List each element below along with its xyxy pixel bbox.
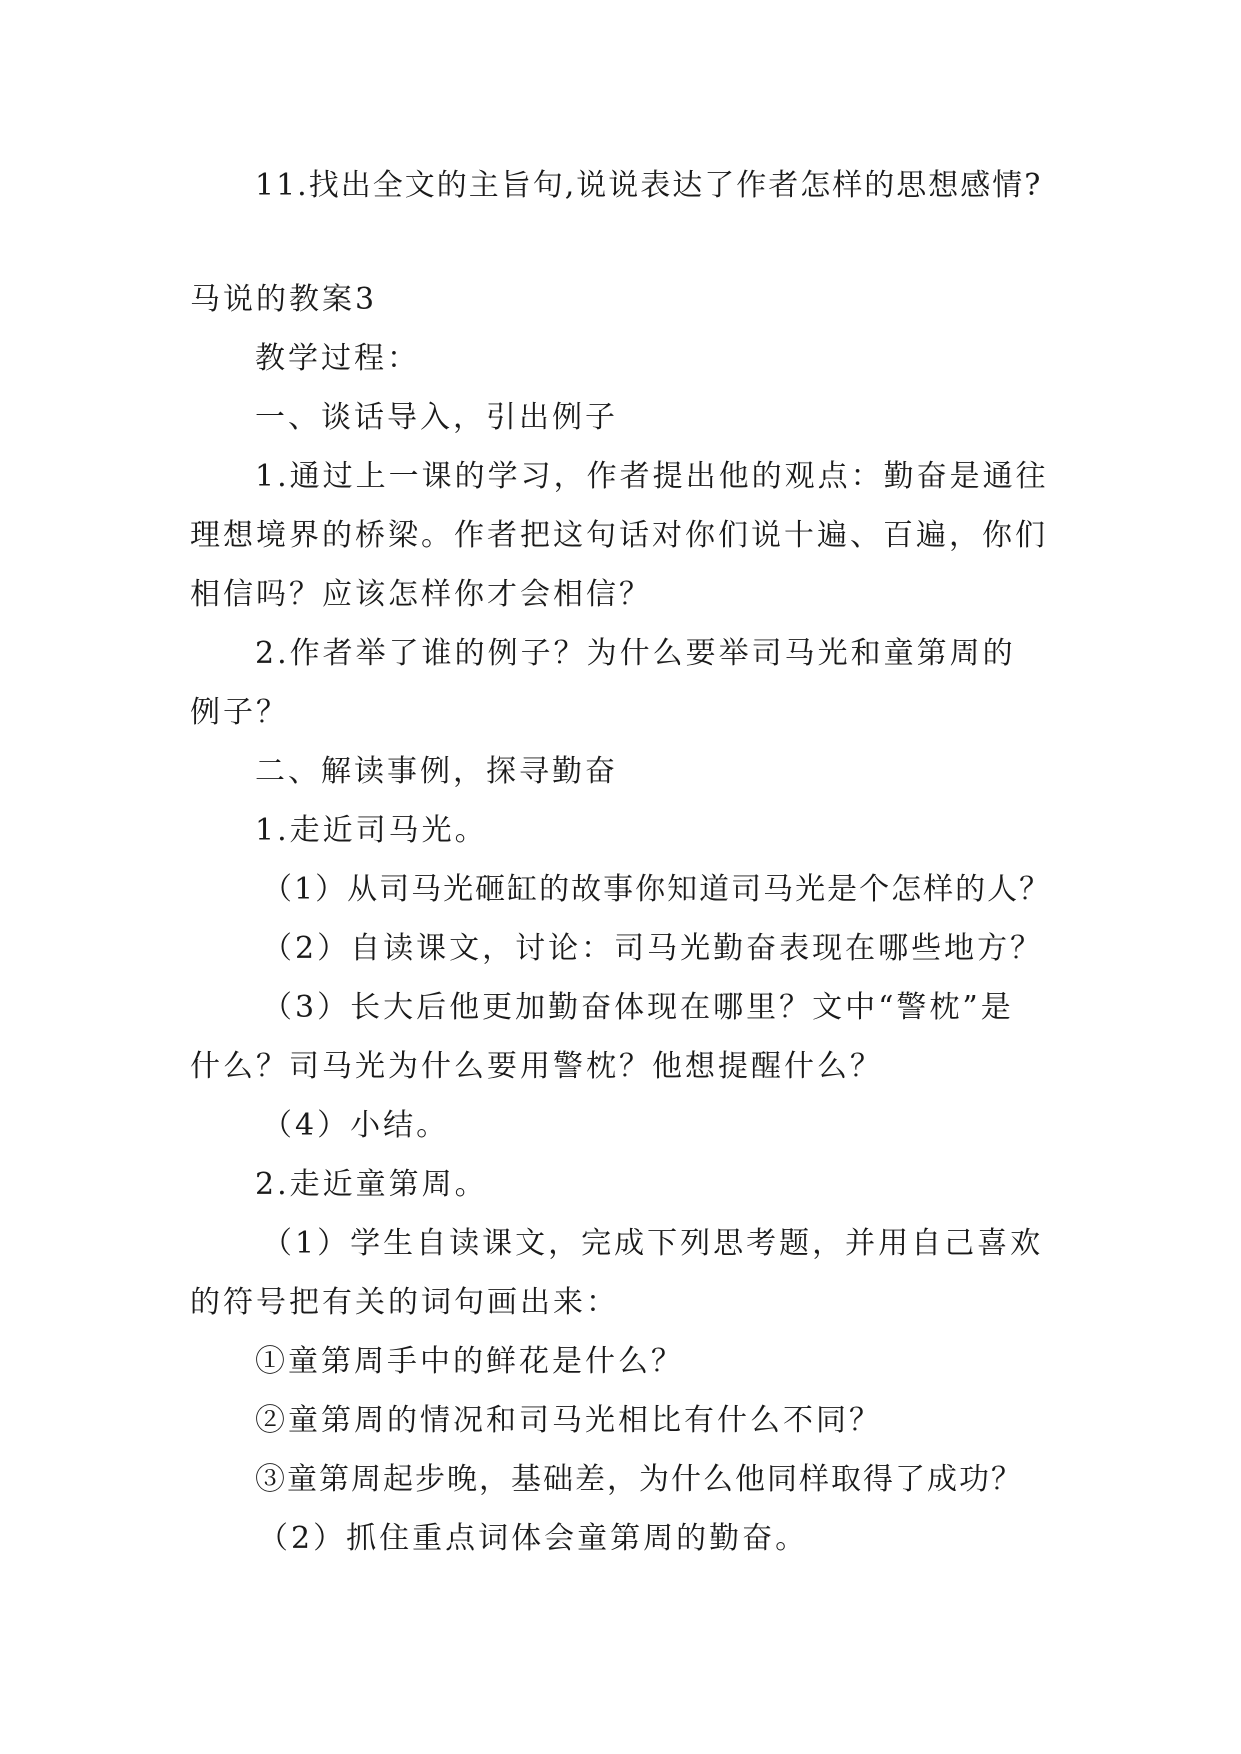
text-line: 相信吗？应该怎样你才会相信？	[190, 577, 652, 612]
text-line: 1.走近司马光。	[255, 813, 488, 848]
text-line: （1）学生自读课文，完成下列思考题，并用自己喜欢	[262, 1226, 1044, 1261]
text-line: （1）从司马光砸缸的故事你知道司马光是个怎样的人？	[262, 872, 1052, 907]
text-line: 1.通过上一课的学习，作者提出他的观点：勤奋是通往	[255, 459, 1049, 494]
text-line: 教学过程：	[255, 341, 420, 376]
text-line: 一、谈话导入，引出例子	[255, 400, 618, 435]
section-title: 马说的教案3	[190, 282, 378, 317]
text-line: （2）自读课文，讨论：司马光勤奋表现在哪些地方？	[262, 931, 1044, 966]
text-line: 的符号把有关的词句画出来：	[190, 1285, 619, 1320]
text-line: 2.作者举了谁的例子？为什么要举司马光和童第周的	[255, 636, 1016, 671]
text-line: 二、解读事例，探寻勤奋	[255, 754, 618, 789]
text-line: 2.走近童第周。	[255, 1167, 488, 1202]
text-line: （4）小结。	[262, 1108, 450, 1143]
text-line: ①童第周手中的鲜花是什么？	[255, 1344, 684, 1379]
text-line: （3）长大后他更加勤奋体现在哪里？文中“警枕”是	[262, 990, 1014, 1025]
text-line: 理想境界的桥梁。作者把这句话对你们说十遍、百遍，你们	[190, 518, 1048, 553]
text-line: 例子？	[190, 695, 289, 730]
question-11: 11.找出全文的主旨句,说说表达了作者怎样的思想感情?	[255, 168, 1043, 203]
text-line: ②童第周的情况和司马光相比有什么不同？	[255, 1403, 882, 1438]
text-line: 什么？司马光为什么要用警枕？他想提醒什么？	[190, 1049, 883, 1084]
text-line: （2）抓住重点词体会童第周的勤奋。	[258, 1521, 809, 1556]
text-line: ③童第周起步晚，基础差，为什么他同样取得了成功？	[255, 1462, 1023, 1497]
